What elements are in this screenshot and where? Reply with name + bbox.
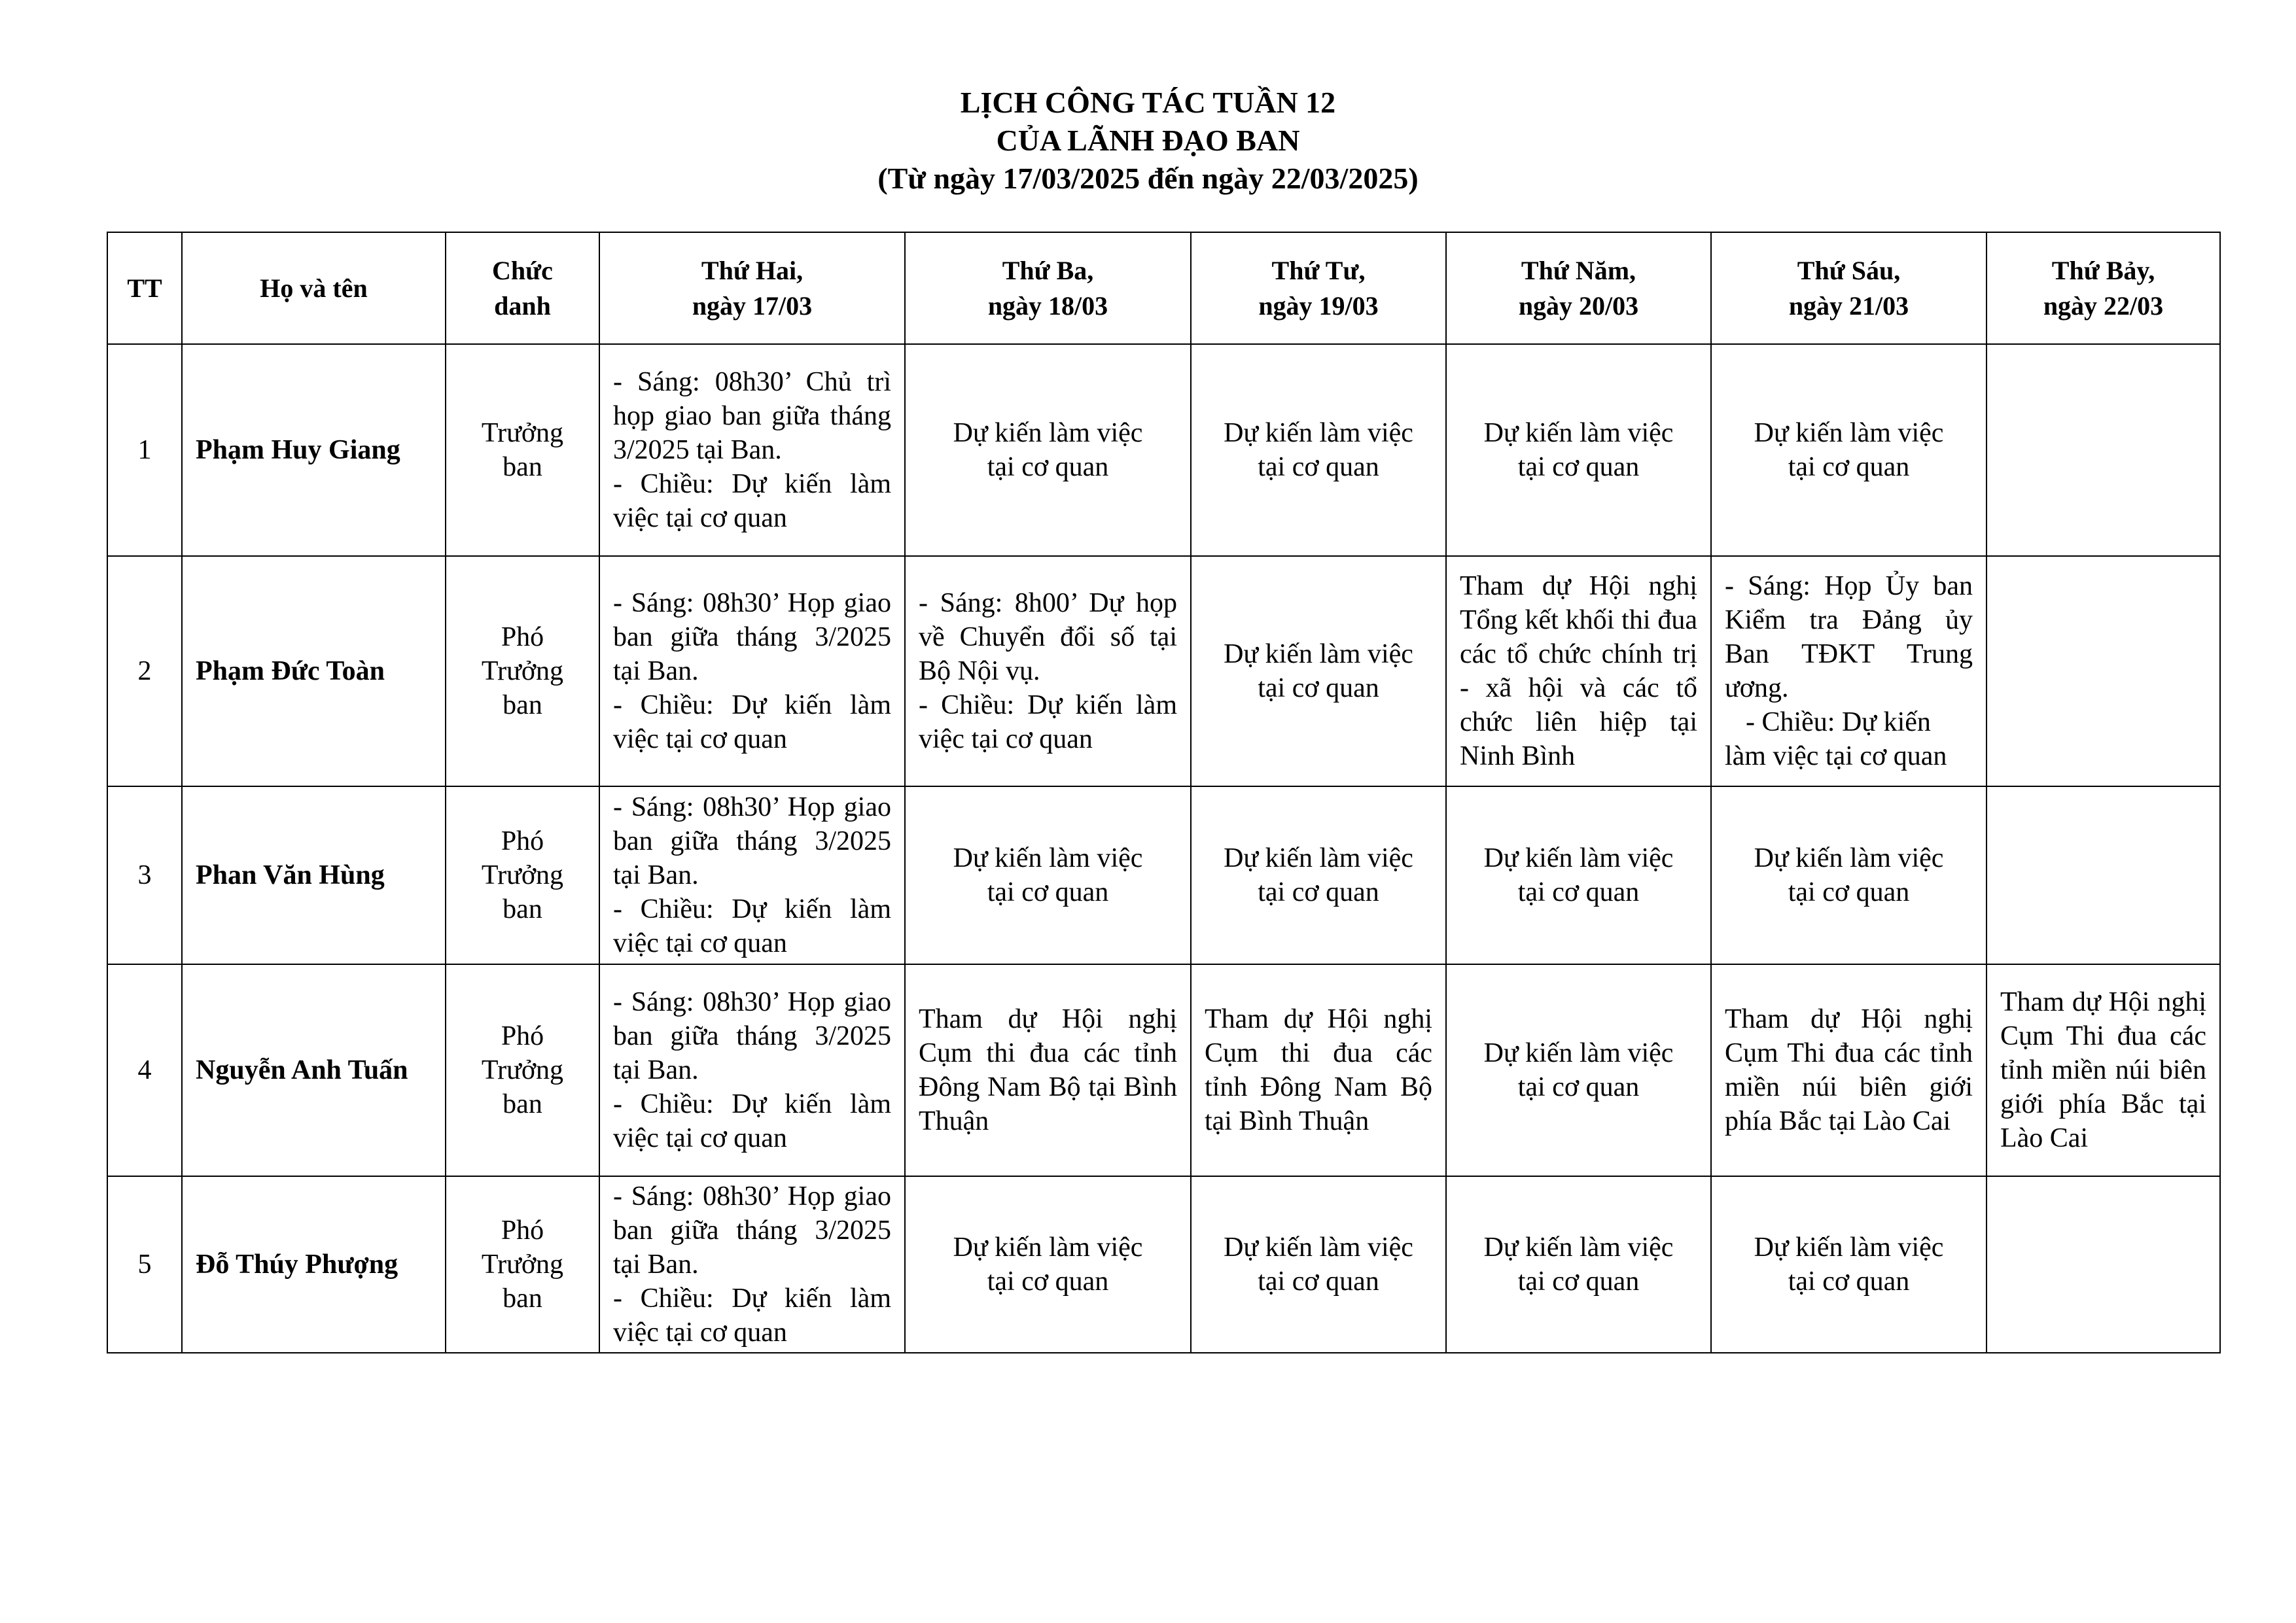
schedule-text: - Chiều: Dự kiến làm việc tại cơ quan — [919, 690, 1177, 754]
position-cell — [446, 786, 599, 964]
schedule-cell-thursday — [1446, 344, 1711, 556]
title-line-3: (Từ ngày 17/03/2025 đến ngày 22/03/2025) — [877, 162, 1419, 195]
header-day-thursday — [1446, 232, 1711, 344]
schedule-text: tại cơ quan — [1258, 877, 1379, 907]
schedule-text: Tham dự Hội nghị Cụm thi đua các tỉnh Đông Nam Bộ tại Bình Thuận — [919, 1004, 1177, 1136]
schedule-text: - Chiều: Dự kiến làm việc tại cơ quan — [613, 894, 891, 958]
header-day-line: Thứ Hai, — [701, 255, 804, 285]
row-number: 4 — [107, 964, 182, 1176]
schedule-text: - Sáng: 08h30’ Chủ trì họp giao ban giữa tháng 3/2025 tại Ban. — [613, 367, 891, 465]
position-cell — [446, 1176, 599, 1353]
schedule-text: tại cơ quan — [987, 877, 1109, 907]
schedule-text: - Sáng: Họp Ủy ban Kiểm tra Đảng ủy Ban TĐKT Trung ương. — [1725, 571, 1973, 703]
schedule-cell-saturday — [1987, 786, 2220, 964]
schedule-text: Dự kiến làm việc — [1483, 418, 1674, 448]
schedule-cell-saturday — [1987, 556, 2220, 786]
schedule-cell-wednesday — [1191, 786, 1446, 964]
schedule-cell-wednesday — [1191, 1176, 1446, 1353]
schedule-text: tại cơ quan — [1258, 452, 1379, 482]
row-number: 5 — [107, 1176, 182, 1353]
schedule-text: tại cơ quan — [987, 452, 1109, 482]
schedule-cell-friday — [1711, 556, 1987, 786]
schedule-text: Dự kiến làm việc — [1483, 843, 1674, 873]
table-row — [107, 786, 2220, 964]
schedule-text: Tham dự Hội nghị Cụm Thi đua các tỉnh miền núi biên giới phía Bắc tại Lào Cai — [2000, 987, 2206, 1153]
schedule-cell-monday — [599, 1176, 905, 1353]
header-day-wednesday — [1191, 232, 1446, 344]
schedule-cell-friday — [1711, 786, 1987, 964]
schedule-text: tại cơ quan — [1258, 1266, 1379, 1297]
schedule-text: Dự kiến làm việc — [953, 418, 1143, 448]
header-day-saturday — [1987, 232, 2220, 344]
schedule-cell-tuesday — [905, 344, 1191, 556]
header-position — [446, 232, 599, 344]
person-name: Phan Văn Hùng — [182, 786, 446, 964]
title-line-1: LỊCH CÔNG TÁC TUẦN 12 — [960, 86, 1336, 119]
schedule-text: - Chiều: Dự kiến làm việc tại cơ quan — [613, 690, 891, 754]
header-day-friday — [1711, 232, 1987, 344]
position-line: Trưởng — [481, 418, 564, 448]
header-name: Họ và tên — [182, 232, 446, 344]
header-day-line: Thứ Sáu, — [1797, 255, 1901, 285]
person-name: Nguyễn Anh Tuấn — [182, 964, 446, 1176]
schedule-text: tại cơ quan — [1788, 877, 1910, 907]
schedule-cell-saturday — [1987, 964, 2220, 1176]
schedule-text: - Chiều: Dự kiến làm việc tại cơ quan — [613, 1283, 891, 1348]
header-position-line: Chức — [492, 255, 553, 285]
person-name: Phạm Huy Giang — [182, 344, 446, 556]
header-day-line: ngày 17/03 — [692, 290, 813, 321]
document-title — [0, 84, 2296, 198]
schedule-cell-wednesday — [1191, 964, 1446, 1176]
schedule-text: - Sáng: 08h30’ Họp giao ban giữa tháng 3/2025 tại Ban. — [613, 792, 891, 890]
schedule-cell-thursday — [1446, 964, 1711, 1176]
schedule-text: tại cơ quan — [1788, 452, 1910, 482]
schedule-text: - Sáng: 08h30’ Họp giao ban giữa tháng 3/2025 tại Ban. — [613, 987, 891, 1085]
schedule-text: Dự kiến làm việc — [1224, 418, 1413, 448]
row-number: 1 — [107, 344, 182, 556]
schedule-text: Dự kiến làm việc — [1483, 1232, 1674, 1263]
schedule-text: tại cơ quan — [1258, 673, 1379, 703]
schedule-cell-friday — [1711, 344, 1987, 556]
header-day-tuesday — [905, 232, 1191, 344]
schedule-cell-friday — [1711, 964, 1987, 1176]
table-row — [107, 964, 2220, 1176]
position-cell — [446, 556, 599, 786]
schedule-cell-thursday — [1446, 786, 1711, 964]
header-day-line: Thứ Ba, — [1002, 255, 1094, 285]
schedule-cell-thursday — [1446, 556, 1711, 786]
position-line: Phó — [501, 1021, 544, 1051]
header-day-line: Thứ Tư, — [1271, 255, 1366, 285]
schedule-cell-friday — [1711, 1176, 1987, 1353]
row-number: 2 — [107, 556, 182, 786]
schedule-cell-monday — [599, 964, 905, 1176]
schedule-text: - Sáng: 08h30’ Họp giao ban giữa tháng 3/2025 tại Ban. — [613, 1181, 891, 1280]
position-line: Trưởng — [481, 656, 564, 686]
schedule-text: Dự kiến làm việc — [1224, 843, 1413, 873]
position-cell — [446, 344, 599, 556]
schedule-text: Tham dự Hội nghị Cụm thi đua các tỉnh Đông Nam Bộ tại Bình Thuận — [1205, 1004, 1432, 1136]
position-line: Phó — [501, 1215, 544, 1246]
header-day-line: ngày 19/03 — [1258, 290, 1379, 321]
table-row — [107, 344, 2220, 556]
schedule-text: tại cơ quan — [1517, 1072, 1640, 1102]
header-day-line: ngày 18/03 — [987, 290, 1108, 321]
schedule-text: Dự kiến làm việc — [1224, 1232, 1413, 1263]
schedule-text: - Sáng: 08h30’ Họp giao ban giữa tháng 3/2025 tại Ban. — [613, 588, 891, 686]
schedule-text: tại cơ quan — [1517, 877, 1640, 907]
schedule-cell-tuesday — [905, 786, 1191, 964]
position-line: ban — [503, 1283, 542, 1314]
schedule-text: Dự kiến làm việc — [1224, 639, 1413, 669]
header-tt: TT — [107, 232, 182, 344]
schedule-text: làm việc tại cơ quan — [1725, 741, 1947, 771]
schedule-text: tại cơ quan — [1517, 452, 1640, 482]
schedule-cell-tuesday — [905, 556, 1191, 786]
schedule-text: tại cơ quan — [1788, 1266, 1910, 1297]
position-line: Phó — [501, 622, 544, 652]
schedule-cell-monday — [599, 786, 905, 964]
schedule-cell-saturday — [1987, 1176, 2220, 1353]
position-cell — [446, 964, 599, 1176]
schedule-text: Dự kiến làm việc — [1754, 1232, 1944, 1263]
table-row — [107, 1176, 2220, 1353]
schedule-text: Dự kiến làm việc — [1754, 418, 1944, 448]
header-day-line: ngày 20/03 — [1518, 290, 1639, 321]
schedule-cell-monday — [599, 556, 905, 786]
schedule-text: - Chiều: Dự kiến làm việc tại cơ quan — [613, 1089, 891, 1153]
header-day-monday — [599, 232, 905, 344]
position-line: ban — [503, 894, 542, 924]
schedule-cell-monday — [599, 344, 905, 556]
schedule-cell-tuesday — [905, 1176, 1191, 1353]
header-position-line: danh — [494, 290, 551, 321]
schedule-text: - Sáng: 8h00’ Dự họp về Chuyển đổi số tại Bộ Nội vụ. — [919, 588, 1177, 686]
header-day-line: Thứ Bảy, — [2051, 255, 2155, 285]
schedule-cell-wednesday — [1191, 556, 1446, 786]
schedule-text: tại cơ quan — [1517, 1266, 1640, 1297]
header-row — [107, 232, 2220, 344]
schedule-text: Tham dự Hội nghị Tổng kết khối thi đua các tổ chức chính trị - xã hội và các tổ chức liên hiệp tại Ninh Bình — [1460, 571, 1697, 771]
position-line: Trưởng — [481, 860, 564, 890]
schedule-text: Tham dự Hội nghị Cụm Thi đua các tỉnh miền núi biên giới phía Bắc tại Lào Cai — [1725, 1004, 1973, 1136]
table-row — [107, 556, 2220, 786]
schedule-text: - Chiều: Dự kiến làm việc tại cơ quan — [613, 469, 891, 533]
person-name: Đỗ Thúy Phượng — [182, 1176, 446, 1353]
person-name: Phạm Đức Toàn — [182, 556, 446, 786]
header-day-line: Thứ Năm, — [1521, 255, 1636, 285]
position-line: ban — [503, 1089, 542, 1119]
schedule-text: Dự kiến làm việc — [953, 843, 1143, 873]
position-line: Trưởng — [481, 1249, 564, 1280]
schedule-text: - Chiều: Dự kiến — [1746, 707, 1931, 737]
position-line: Phó — [501, 826, 544, 856]
header-day-line: ngày 22/03 — [2043, 290, 2164, 321]
schedule-cell-tuesday — [905, 964, 1191, 1176]
schedule-text: Dự kiến làm việc — [953, 1232, 1143, 1263]
schedule-text: tại cơ quan — [987, 1266, 1109, 1297]
schedule-cell-saturday — [1987, 344, 2220, 556]
position-line: Trưởng — [481, 1055, 564, 1085]
position-line: ban — [503, 452, 542, 482]
schedule-cell-thursday — [1446, 1176, 1711, 1353]
header-day-line: ngày 21/03 — [1788, 290, 1909, 321]
schedule-text: Dự kiến làm việc — [1754, 843, 1944, 873]
title-line-2: CỦA LÃNH ĐẠO BAN — [996, 124, 1300, 157]
schedule-cell-wednesday — [1191, 344, 1446, 556]
position-line: ban — [503, 690, 542, 720]
work-schedule-table — [107, 232, 2221, 1353]
row-number: 3 — [107, 786, 182, 964]
schedule-text: Dự kiến làm việc — [1483, 1038, 1674, 1068]
